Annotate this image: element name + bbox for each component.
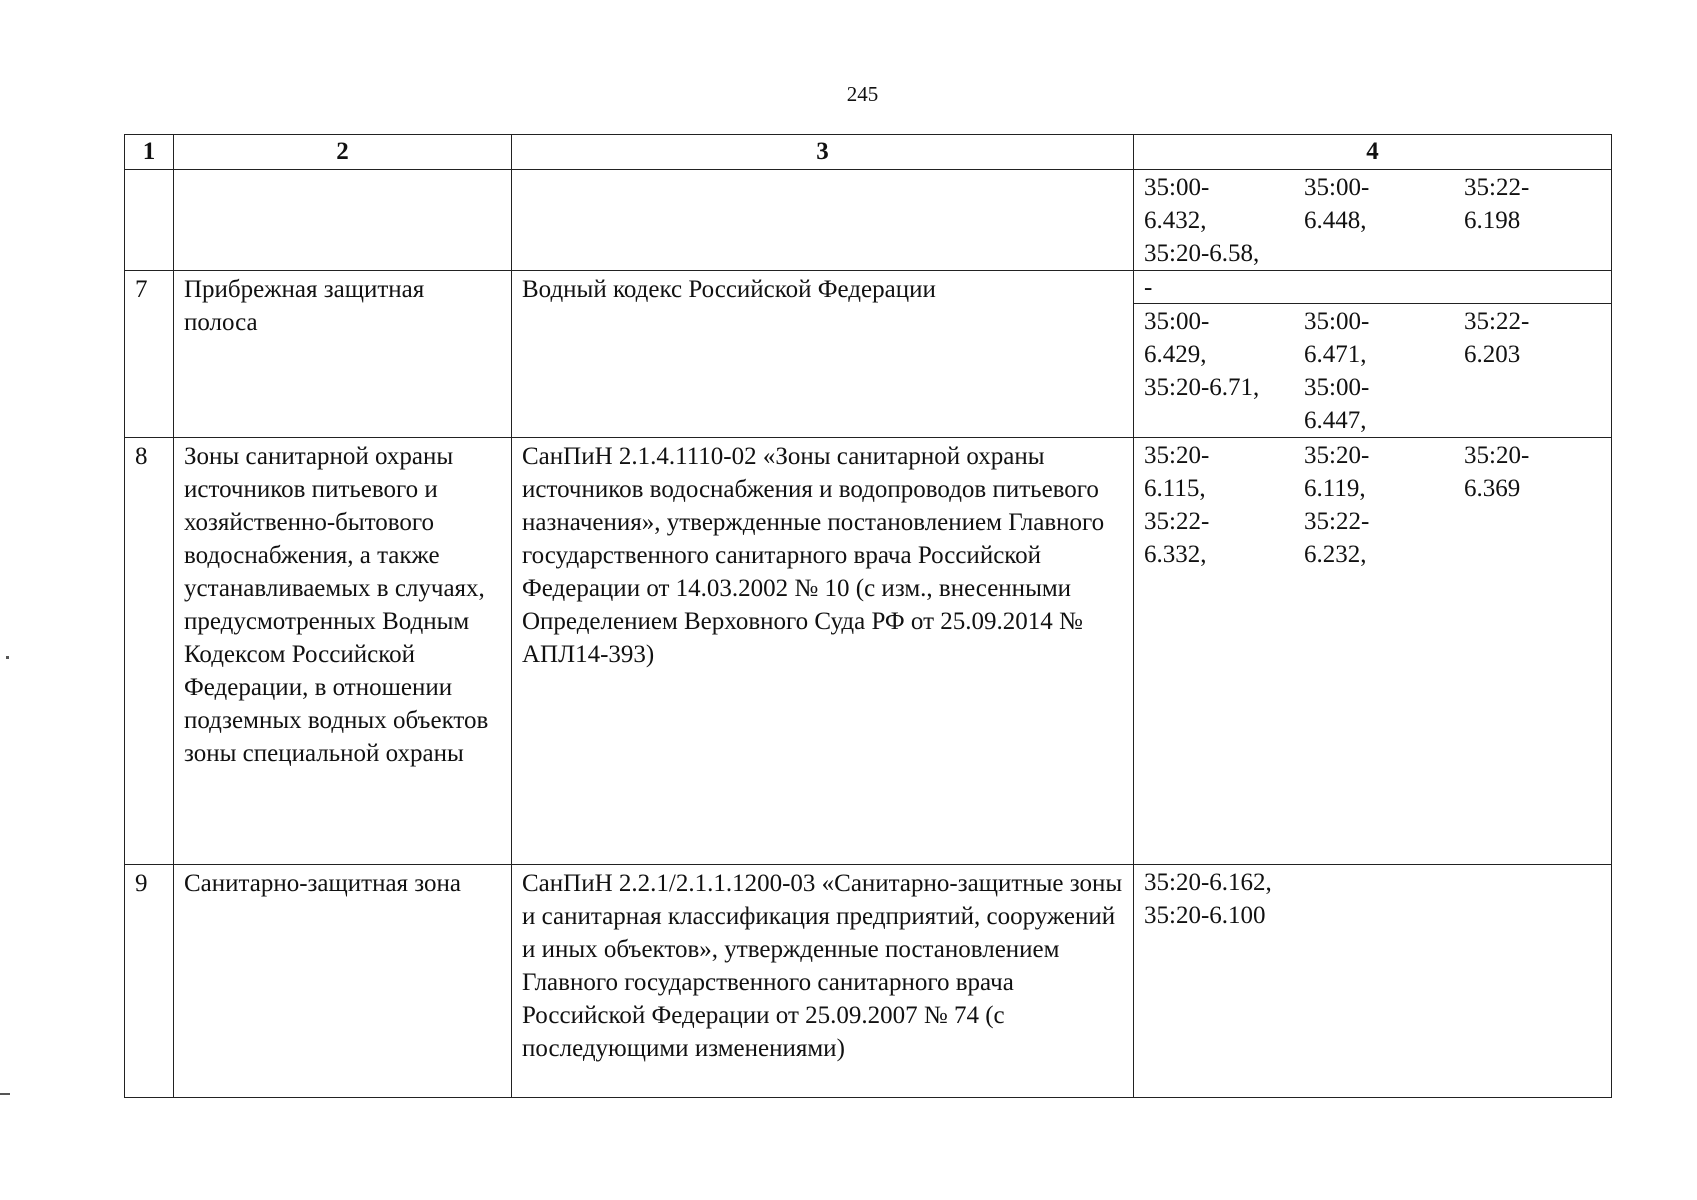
zone-name: Зоны санитарной охраны источников питьевого и хозяйственно-бытового водоснабжения, а также устанавливаемых в случаях, предусмотренных Водным Кодексом Российской Федерации, в отношении подземных водных объектов зоны специальной охраны — [174, 438, 512, 865]
code-group: 35:20- 6.119, 35:22- 6.232, — [1304, 442, 1370, 568]
header-col-2: 2 — [174, 135, 512, 170]
cell-codes — [1134, 865, 1612, 1098]
dash-value: - — [1134, 271, 1611, 304]
header-col-4: 4 — [1134, 135, 1612, 170]
code-group: 35:20-6.162, 35:20-6.100 — [1144, 869, 1272, 929]
legal-basis: СанПиН 2.1.4.1110-02 «Зоны санитарной охраны источников водоснабжения и водопроводов питьевого назначения», утвержденные постановлением Главного государственного санитарного врача Российской Федерации от 14.03.2002 № 10 (с изм., внесенными Определением Верховного Суда РФ от 25.09.2014 № АПЛ14-393) — [512, 438, 1134, 865]
cadastral-codes — [1134, 438, 1611, 571]
row-number: 7 — [125, 271, 174, 438]
code-group: 35:20- 6.369 — [1464, 442, 1530, 502]
cadastral-codes — [1134, 865, 1611, 932]
table-row — [125, 865, 1612, 1098]
continuation-row — [125, 170, 1612, 271]
code-group: 35:00- 6.432, 35:20-6.58, — [1144, 174, 1260, 267]
code-group: 35:20- 6.115, 35:22- 6.332, — [1144, 442, 1210, 568]
cell-num — [125, 170, 174, 271]
scan-mark — [0, 1093, 10, 1095]
cell-codes — [1134, 438, 1612, 865]
cell-codes — [1134, 170, 1612, 271]
code-group: 35:22- 6.203 — [1464, 308, 1530, 368]
zone-name: Санитарно-защитная зона — [174, 865, 512, 1098]
table-row — [125, 438, 1612, 865]
page-number: 245 — [846, 82, 879, 106]
row-number: 8 — [125, 438, 174, 865]
header-col-1: 1 — [125, 135, 174, 170]
header-col-3: 3 — [512, 135, 1134, 170]
header-row — [125, 135, 1612, 170]
zones-table — [124, 134, 1612, 1098]
row-number: 9 — [125, 865, 174, 1098]
cell-name — [174, 170, 512, 271]
scan-mark — [6, 656, 9, 659]
code-group: 35:00- 6.429, 35:20-6.71, — [1144, 308, 1260, 401]
cell-codes — [1134, 271, 1612, 438]
cell-basis — [512, 170, 1134, 271]
legal-basis: Водный кодекс Российской Федерации — [512, 271, 1134, 438]
cadastral-codes — [1134, 304, 1611, 437]
legal-basis: СанПиН 2.2.1/2.1.1.1200-03 «Санитарно-защитные зоны и санитарная классификация предприятий, сооружений и иных объектов», утвержденные постановлением Главного государственного санитарного врача Российской Федерации от 25.09.2007 № 74 (с последующими изменениями) — [512, 865, 1134, 1098]
code-group: 35:00- 6.471, 35:00- 6.447, — [1304, 308, 1370, 434]
table-row — [125, 271, 1612, 438]
code-group: 35:00- 6.448, — [1304, 174, 1370, 234]
zone-name: Прибрежная защитная полоса — [174, 271, 512, 438]
code-group: 35:22- 6.198 — [1464, 174, 1530, 234]
cadastral-codes — [1134, 170, 1611, 270]
